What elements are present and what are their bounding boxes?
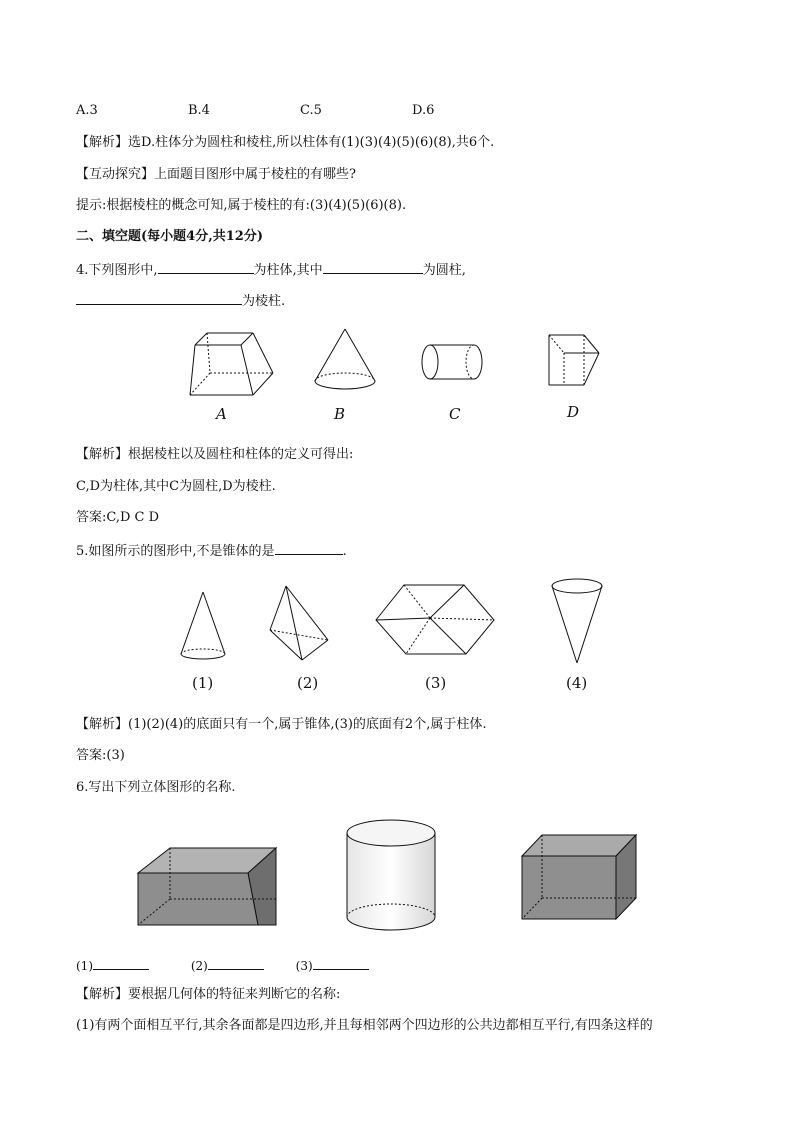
q6-analysis-line2: (1)有两个面相互平行,其余各面都是四边形,并且每相邻两个四边形的公共边都相互平行,有四条这样的 [76, 1018, 653, 1033]
q4-part4: 为棱柱. [242, 294, 286, 309]
cylinder-figure-6-2 [344, 815, 438, 937]
q5-question [76, 541, 347, 560]
q3-hint: 提示:根据棱柱的概念可知,属于棱柱的有:(3)(4)(5)(6)(8). [76, 198, 407, 213]
q4-figure-label-d: D [567, 403, 580, 421]
q4-figure-label-b: B [334, 405, 346, 423]
prism-figure-d [542, 325, 607, 395]
q4-figure-label-c: C [449, 405, 461, 423]
q4-blank-1[interactable] [158, 260, 254, 274]
q5-blank[interactable] [275, 541, 343, 555]
q5-figure-label-1: (1) [192, 674, 214, 692]
q4-question-line1 [76, 260, 466, 279]
q5-question-text: 5.如图所示的图形中,不是锥体的是 [76, 544, 275, 559]
q6-blank-3[interactable] [313, 957, 369, 970]
q6-blank-2[interactable] [208, 957, 264, 970]
hexagonal-prism-figure-3 [372, 582, 498, 664]
q4-analysis-line1: 【解析】根据棱柱以及圆柱和柱体的定义可得出: [76, 447, 354, 462]
inverted-cone-figure-4 [548, 575, 608, 667]
q5-figure-label-4: (4) [566, 674, 588, 692]
q6-blank-1[interactable] [93, 957, 149, 970]
q4-figure-label-a: A [216, 405, 227, 423]
q6-label-1: (1) [76, 959, 93, 973]
oblique-prism-figure-6-1 [136, 845, 278, 927]
q3-analysis: 【解析】选D.柱体分为圆柱和棱柱,所以柱体有(1)(3)(4)(5)(6)(8),共6个. [76, 135, 495, 150]
q4-blank-2[interactable] [323, 260, 423, 274]
cylinder-figure-c [418, 340, 488, 385]
option-d: D.6 [412, 103, 435, 118]
frustum-figure [185, 325, 285, 400]
q4-part1: 4.下列图形中, [76, 263, 158, 278]
q3-explore: 【互动探究】上面题目图形中属于棱柱的有哪些? [76, 167, 356, 182]
q6-label-2: (2) [190, 959, 208, 973]
q6-question: 6.写出下列立体图形的名称. [76, 780, 236, 795]
option-b: B.4 [188, 103, 210, 118]
q4-blank-3[interactable] [76, 291, 242, 305]
option-c: C.5 [300, 103, 322, 118]
section2-title: 二、填空题(每小题4分,共12分) [76, 229, 263, 244]
q4-part3: 为圆柱, [422, 263, 466, 278]
pyramid-figure-2 [264, 582, 334, 664]
option-a: A.3 [76, 103, 98, 118]
q5-question-end: . [342, 544, 347, 559]
q6-label-3: (3) [295, 959, 313, 973]
q5-figure-label-3: (3) [425, 674, 447, 692]
q5-analysis: 【解析】(1)(2)(4)的底面只有一个,属于锥体,(3)的底面有2个,属于柱体. [76, 717, 487, 732]
q4-answer: 答案:C,D C D [76, 510, 160, 525]
cone-figure-b [310, 325, 380, 395]
q4-question-line2 [76, 291, 285, 310]
q4-part2: 为柱体,其中 [253, 263, 323, 278]
q6-analysis: 【解析】要根据几何体的特征来判断它的名称: [76, 987, 341, 1002]
q6-answer-blanks [76, 957, 369, 974]
cuboid-figure-6-3 [520, 832, 640, 922]
cone-figure-1 [176, 588, 232, 664]
q5-answer: 答案:(3) [76, 748, 125, 763]
q5-figure-label-2: (2) [297, 674, 319, 692]
q4-analysis-line2: C,D为柱体,其中C为圆柱,D为棱柱. [76, 479, 276, 494]
